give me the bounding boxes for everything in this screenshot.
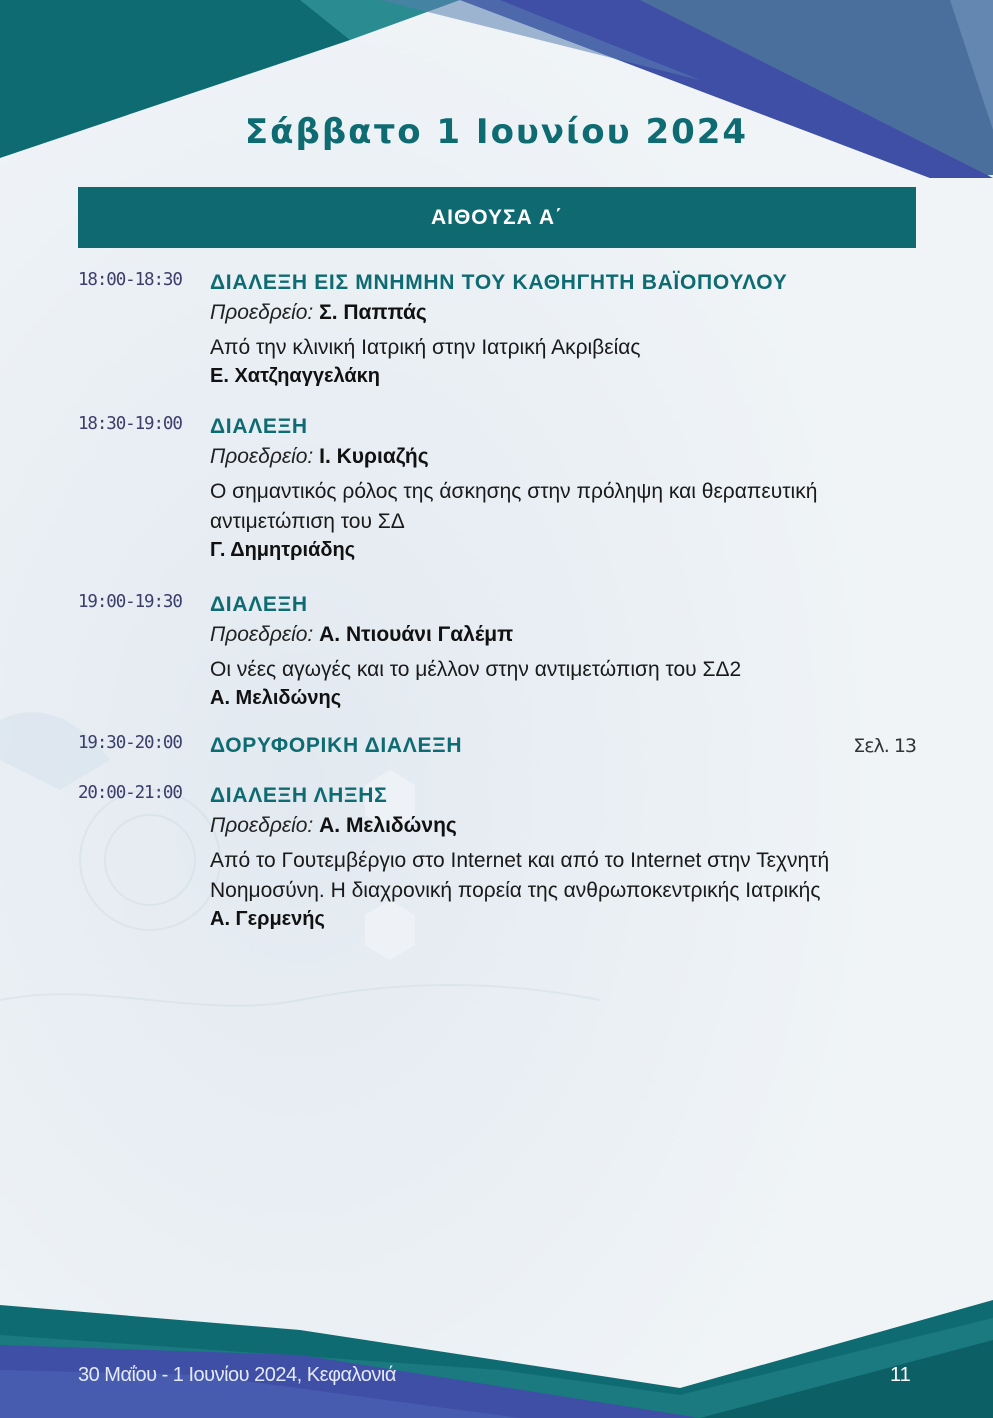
session-time: 19:00-19:30 [78, 592, 182, 612]
session-title: ΔΙΑΛΕΞΗ [210, 593, 308, 616]
chair-label: Προεδρείο: [210, 301, 314, 324]
chair-name: Σ. Παππάς [319, 301, 427, 324]
talk-title: Ο σημαντικός ρόλος της άσκησης στην πρόληψη και θεραπευτική αντιμετώπιση του ΣΔ [210, 480, 818, 533]
talk-title: Οι νέες αγωγές και το μέλλον στην αντιμετώπιση του ΣΔ2 [210, 658, 742, 681]
speaker-name: Ε. Χατζηαγγελάκη [210, 365, 380, 387]
speaker-name: Α. Γερμενής [210, 908, 325, 930]
session-time: 18:30-19:00 [78, 414, 182, 434]
page-title: Σάββατο 1 Ιουνίου 2024 [244, 112, 749, 152]
chair-label: Προεδρείο: [210, 445, 314, 468]
chair-name: Α. Ντιουάνι Γαλέμπ [319, 623, 514, 646]
session-title: ΔΙΑΛΕΞΗ ΕΙΣ ΜΝΗΜΗΝ ΤΟΥ ΚΑΘΗΓΗΤΗ ΒΑΪΟΠΟΥΛΟΥ [210, 271, 788, 294]
hall-header: ΑΙΘΟΥΣΑ Α΄ [78, 187, 916, 248]
session-title: ΔΙΑΛΕΞΗ ΛΗΞΗΣ [210, 784, 388, 807]
chair-label: Προεδρείο: [210, 623, 314, 646]
speaker-name: Γ. Δημητριάδης [210, 539, 356, 561]
chair-label: Προεδρείο: [210, 814, 314, 837]
chair-name: Ι. Κυριαζής [319, 445, 429, 468]
page-reference: Σελ. 13 [853, 735, 916, 757]
chair-line [210, 300, 916, 326]
talk-title: Από την κλινική Ιατρική στην Ιατρική Ακριβείας [210, 336, 641, 359]
chair-name: Α. Μελιδώνης [319, 814, 457, 837]
talk-title: Από το Γουτεμβέργιο στο Internet και από το Internet στην Τεχνητή Νοημοσύνη. Η διαχρονική πορεία της ανθρωποκεντρικής Ιατρικής [210, 849, 830, 902]
session-time: 19:30-20:00 [78, 733, 182, 753]
chair-line [210, 444, 916, 470]
page-number: 11 [890, 1364, 911, 1386]
speaker-name: Α. Μελιδώνης [210, 687, 342, 709]
session-title: ΔΙΑΛΕΞΗ [210, 415, 308, 438]
session-title: ΔΟΡΥΦΟΡΙΚΗ ΔΙΑΛΕΞΗ [210, 734, 463, 757]
session-4 [78, 733, 916, 763]
footer-event-info: 30 Μαΐου - 1 Ιουνίου 2024, Κεφαλονιά [78, 1364, 396, 1386]
session-time: 18:00-18:30 [78, 270, 182, 290]
chair-line [210, 813, 916, 839]
session-time: 20:00-21:00 [78, 783, 182, 803]
chair-line [210, 622, 916, 648]
